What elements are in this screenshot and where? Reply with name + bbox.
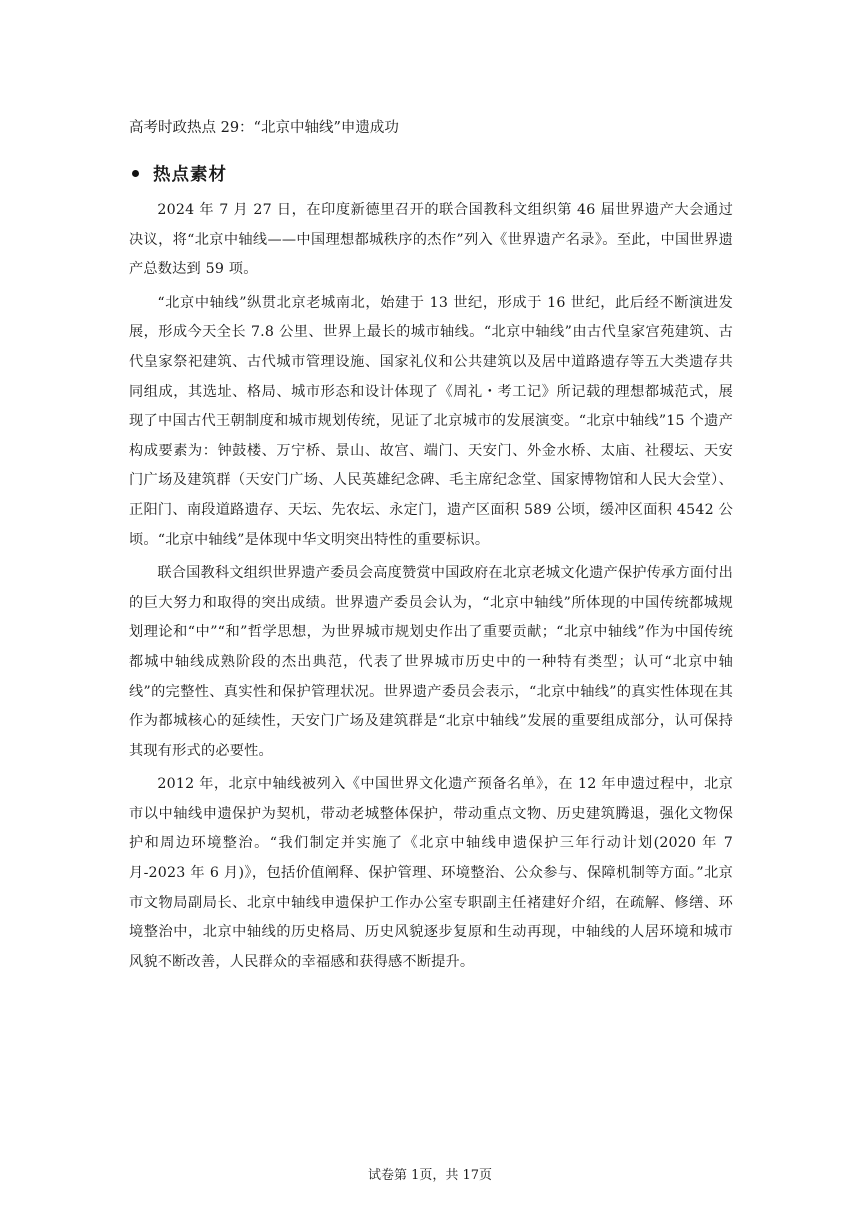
document-title: 高考时政热点 29：“北京中轴线”申遗成功	[129, 120, 399, 136]
section-title: 热点素材	[153, 164, 227, 185]
page-footer: 试卷第 1页，共 17页	[367, 1168, 493, 1183]
document-page	[129, 118, 733, 981]
paragraph-3: 联合国教科文组织世界遗产委员会高度赞赏中国政府在北京老城文化遗产保护传承方面付出的巨大努力和取得的突出成绩。世界遗产委员会认为，“北京中轴线”所体现的中国传统都城规划理论和“中”“和”哲学思想，为世界城市规划史作出了重要贡献；“北京中轴线”作为中国传统都城中轴线成熟阶段的杰出典范，代表了世界城市历史中的一种特有类型；认可“北京中轴线”的完整性、真实性和保护管理状况。世界遗产委员会表示，“北京中轴线”的真实性体现在其作为都城核心的延续性，天安门广场及建筑群是“北京中轴线”发展的重要组成部分，认可保持其现有形式的必要性。	[129, 565, 733, 759]
paragraph-2: “北京中轴线”纵贯北京老城南北，始建于 13 世纪，形成于 16 世纪，此后经不断演进发展，形成今天全长 7.8 公里、世界上最长的城市轴线。“北京中轴线”由古代皇家宫苑建筑、古代皇家祭祀建筑、古代城市管理设施、国家礼仪和公共建筑以及居中道路遗存等五大类遗存共同组成，其选址、格局、城市形态和设计体现了《周礼・考工记》所记载的理想都城范式，展现了中国古代王朝制度和城市规划传统，见证了北京城市的发展演变。“北京中轴线”15 个遗产构成要素为：钟鼓楼、万宁桥、景山、故宫、端门、天安门、外金水桥、太庙、社稷坛、天安门广场及建筑群（天安门广场、人民英雄纪念碑、毛主席纪念堂、国家博物馆和人民大会堂）、正阳门、南段道路遗存、天坛、先农坛、永定门，遗产区面积 589 公顷，缓冲区面积 4542 公顷。“北京中轴线”是体现中华文明突出特性的重要标识。	[129, 294, 733, 548]
paragraph-1: 2024 年 7 月 27 日，在印度新德里召开的联合国教科文组织第 46 届世界遗产大会通过决议，将“北京中轴线——中国理想都城秩序的杰作”列入《世界遗产名录》。至此，中国世界遗产总数达到 59 项。	[129, 202, 733, 278]
section-heading	[129, 160, 733, 186]
paragraph-4: 2012 年，北京中轴线被列入《中国世界文化遗产预备名单》，在 12 年申遗过程中，北京市以中轴线申遗保护为契机，带动老城整体保护，带动重点文物、历史建筑腾退，强化文物保护和周边环境整治。“我们制定并实施了《北京中轴线申遗保护三年行动计划(2020 年 7 月-2023 年 6 月)》，包括价值阐释、保护管理、环境整治、公众参与、保障机制等方面。”北京市文物局副局长、北京中轴线申遗保护工作办公室专职副主任褚建好介绍，在疏解、修缮、环境整治中，北京中轴线的历史格局、历史风貌逐步复原和生动再现，中轴线的人居环境和城市风貌不断改善，人民群众的幸福感和获得感不断提升。	[129, 776, 733, 970]
body-text	[129, 196, 733, 977]
bullet-icon	[132, 170, 139, 177]
